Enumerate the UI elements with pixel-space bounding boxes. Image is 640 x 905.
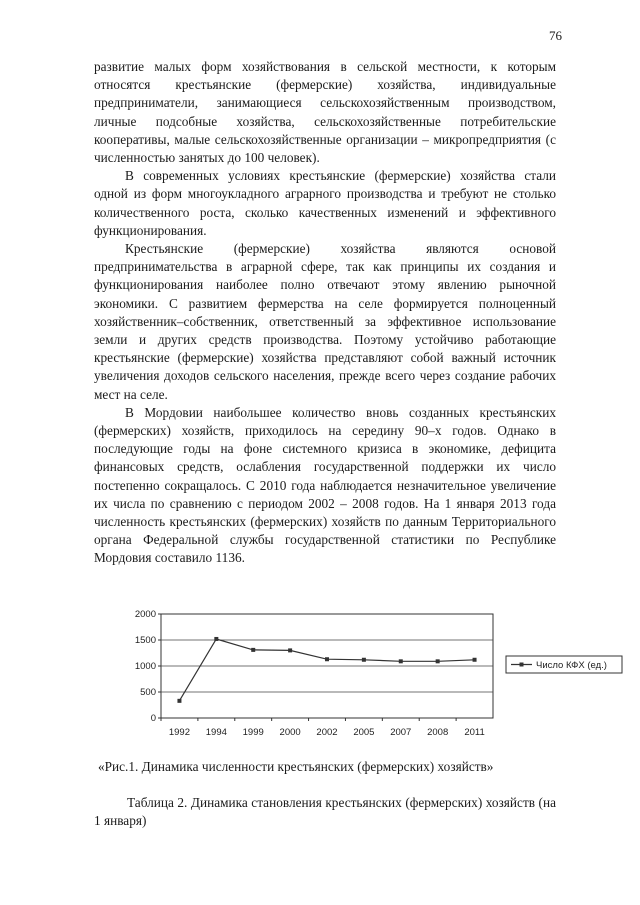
x-tick-label: 2005 xyxy=(353,727,375,738)
table-caption: Таблица 2. Динамика становления крестьянских (фермерских) хозяйств (на 1 января) xyxy=(94,795,556,829)
figure-caption: «Рис.1. Динамика численности крестьянских (фермерских) хозяйств» xyxy=(98,759,494,774)
data-point xyxy=(214,637,218,641)
y-tick-label: 1500 xyxy=(134,635,156,646)
x-tick-label: 2007 xyxy=(390,727,412,738)
y-tick-label: 1000 xyxy=(134,661,156,672)
paragraph-3: Крестьянские (фермерские) хозяйства являются основой предпринимательства в аграрной сфере, так как принципы их создания и функционирования наиболее полно отвечают этому явлению рыночной экономики. С развитием фермерства на селе формируется полноценный хозяйственник–собственник, ответственный за эффективное использование земли и других средств производства. Поэтому устойчиво работающие крестьянские (фермерские) хозяйства представляют собой важный источник увеличения доходов сельского населения, прежде всего через создание рабочих мест на селе. xyxy=(94,241,556,402)
y-tick-label: 0 xyxy=(150,713,156,724)
chart-svg xyxy=(128,606,628,746)
x-tick-label: 2011 xyxy=(464,727,485,738)
x-tick-label: 1994 xyxy=(205,727,227,738)
x-tick-label: 2008 xyxy=(427,727,449,738)
data-point xyxy=(177,699,181,703)
page-number: 76 xyxy=(549,28,562,43)
data-point xyxy=(399,659,403,663)
y-tick-label: 2000 xyxy=(134,609,156,620)
data-point xyxy=(473,658,477,662)
body-text xyxy=(94,58,556,568)
paragraph-4: В Мордовии наибольшее количество вновь созданных крестьянских (фермерских) хозяйств, приходилось на середину 90–х годов. Однако в последующие годы на фоне системного кризиса в экономике, дефицита финансовых средств, ослабления государственной поддержки их число постепенно сокращалось. С 2010 года наблюдается незначительное увеличение их числа по сравнению с периодом 2002 – 2008 годов. На 1 января 2013 года численность крестьянских (фермерских) хозяйств по данным Территориального органа Федеральной службы государственной статистики по Республике Мордовия составило 1136. xyxy=(94,404,556,566)
y-tick-label: 500 xyxy=(140,687,156,698)
data-point xyxy=(325,657,329,661)
data-point xyxy=(251,648,255,652)
data-point xyxy=(362,658,366,662)
paragraph-1: развитие малых форм хозяйствования в сельской местности, к которым относятся крестьянские (фермерские) хозяйства, индивидуальные предприниматели, занимающиеся сельскохозяйственным производством, личные подсобные хозяйства, сельскохозяйственные потребительские кооперативы, малые сельскохозяйственные организации – микропредприятия (с численностью занятых до 100 человек). xyxy=(94,59,556,166)
x-tick-label: 1992 xyxy=(168,727,191,738)
legend-label: Число КФХ (ед.) xyxy=(536,660,607,671)
x-tick-label: 1999 xyxy=(242,727,264,738)
data-point xyxy=(436,659,440,663)
legend-marker xyxy=(520,663,524,667)
x-tick-label: 2002 xyxy=(316,727,338,738)
line-chart xyxy=(128,606,628,746)
x-tick-label: 2000 xyxy=(279,727,301,738)
data-point xyxy=(288,648,292,652)
paragraph-2: В современных условиях крестьянские (фермерские) хозяйства стали одной из форм многоукладного аграрного производства и требуют не столько количественного роста, сколько качественных изменений и эффективного функционирования. xyxy=(94,168,556,238)
